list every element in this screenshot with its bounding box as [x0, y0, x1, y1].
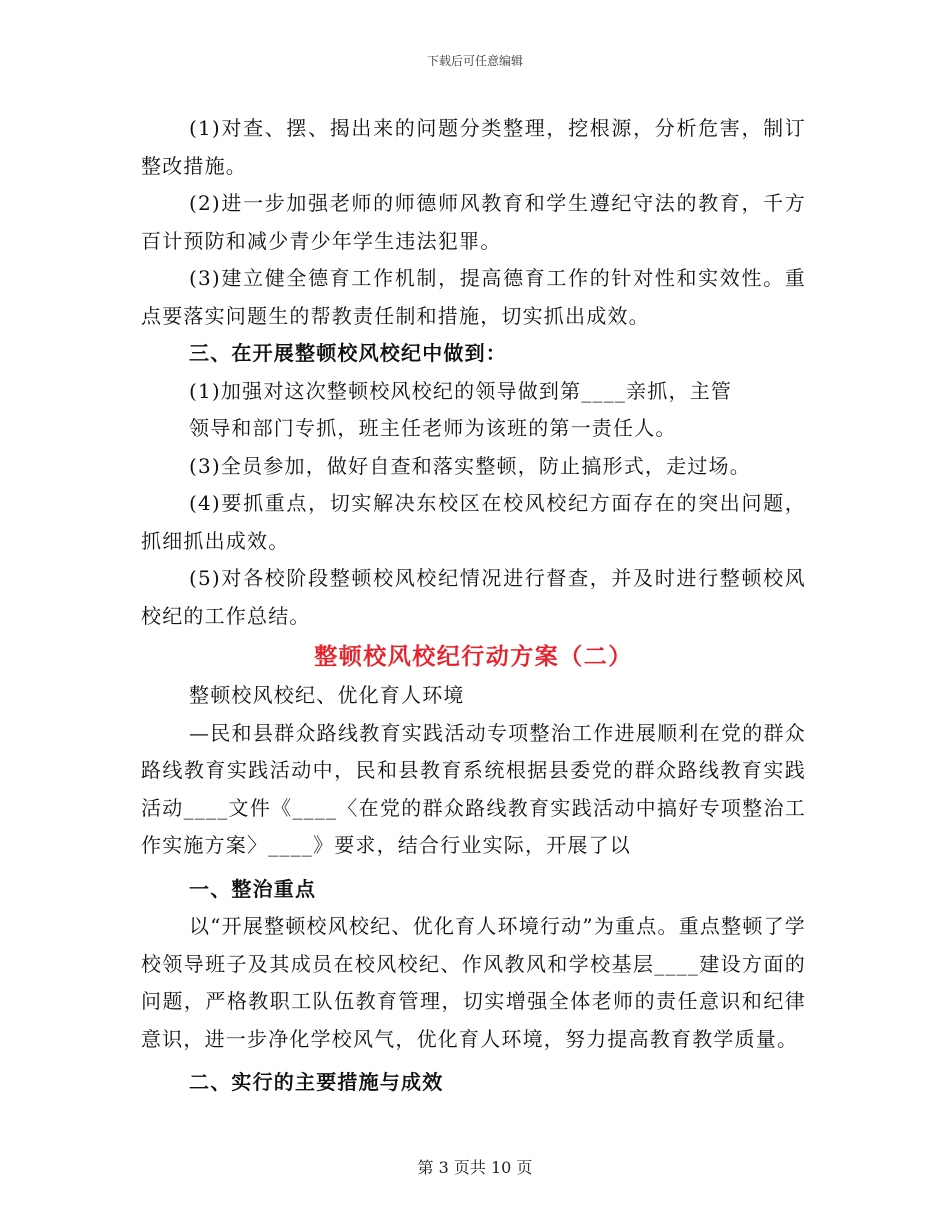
document-body: [141, 110, 806, 1102]
section3-item-3: (3)全员参加，做好自查和落实整顿，防止搞形式，走过场。: [189, 453, 751, 478]
paragraph-item-2: (2)进一步加强老师的师德师风教育和学生遵纪守法的教育，千方百计预防和减少青少年学生违法犯罪。: [141, 191, 806, 253]
intro-paragraph: —民和县群众路线教育实践活动专项整治工作进展顺利在党的群众路线教育实践活动中，民和县教育系统根据县委党的群众路线教育实践活动____文件《____〈在党的群众路线教育实践活动中搞好专项整治工作实施方案〉____》要求，结合行业实际，开展了以: [141, 720, 806, 857]
section3-item-1-cont: 领导和部门专抓，班主任老师为该班的第一责任人。: [189, 416, 677, 440]
section3-item-1: (1)加强对这次整顿校风校纪的领导做到第____亲抓，主管: [189, 378, 733, 403]
paragraph-item-3: (3)建立健全德育工作机制，提高德育工作的针对性和实效性。重点要落实问题生的帮教责任制和措施，切实抓出成效。: [141, 266, 806, 328]
document-title-2: 整顿校风校纪行动方案（二）: [314, 643, 633, 670]
paragraph-item-1: (1)对查、摆、揭出来的问题分类整理，挖根源，分析危害，制订整改措施。: [141, 116, 806, 178]
subtitle: 整顿校风校纪、优化育人环境: [189, 683, 465, 707]
section3-item-4: (4)要抓重点，切实解决东校区在校风校纪方面存在的突出问题，抓细抓出成效。: [141, 491, 806, 553]
heading-focus: 一、整治重点: [189, 876, 317, 901]
page-header: 下载后可任意编辑: [426, 54, 523, 68]
focus-paragraph: 以“开展整顿校风校纪、优化育人环境行动”为重点。重点整顿了学校领导班子及其成员在校风校纪、作风教风和学校基层____建设方面的问题，严格教职工队伍教育管理，切实增强全体老师的责任意识和纪律意识，进一步净化学校风气，优化育人环境，努力提高教育教学质量。: [141, 914, 806, 1051]
heading-measures: 二、实行的主要措施与成效: [189, 1070, 444, 1094]
page-footer: 第 3 页共 10 页: [417, 1158, 533, 1177]
section3-item-5: (5)对各校阶段整顿校风校纪情况进行督查，并及时进行整顿校风校纪的工作总结。: [141, 566, 806, 628]
section-heading-3: 三、在开展整顿校风校纪中做到：: [189, 341, 507, 365]
